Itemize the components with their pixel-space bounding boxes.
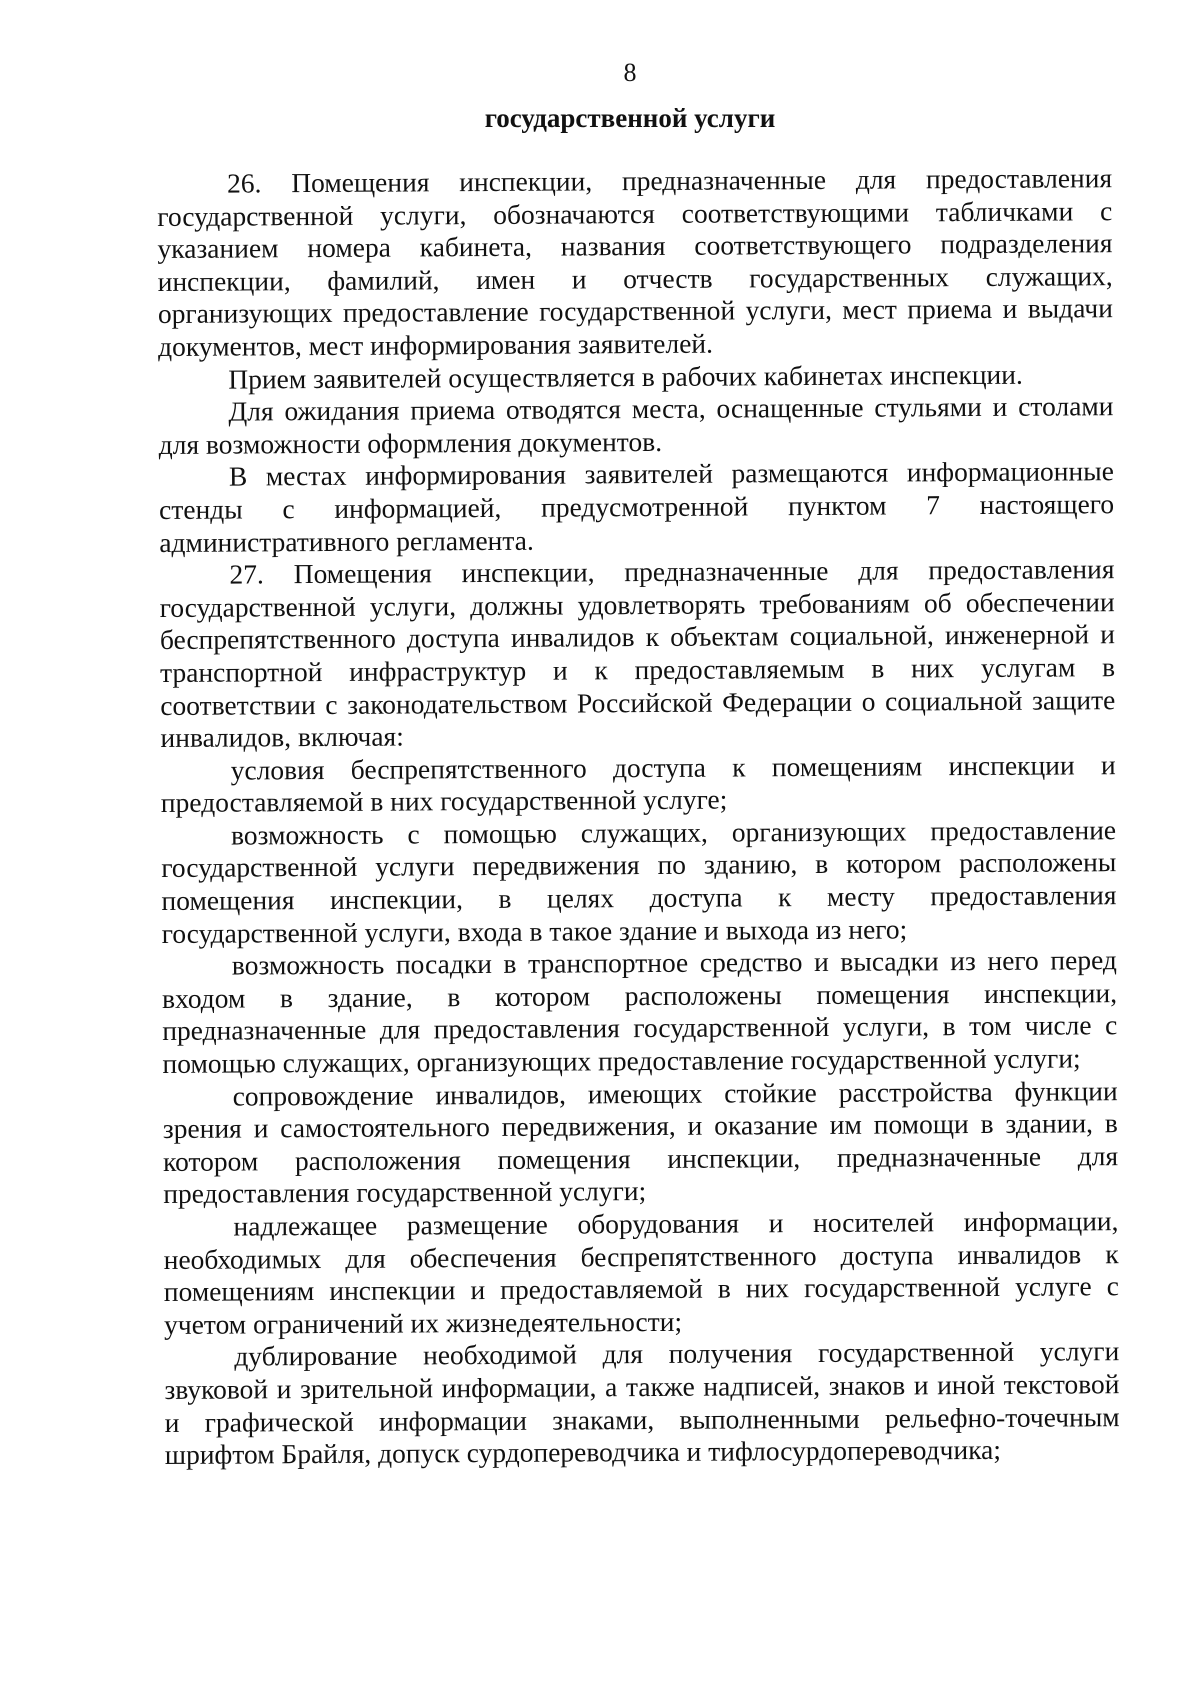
list-item-movement-assistance: возможность с помощью служащих, организующих предоставление государственной услуги передвижения по зданию, в котором расположены помещения инспекции, в целях доступа к месту предоставления государственной услуги, входа в такое здание и выхода из него;	[161, 814, 1117, 949]
paragraph-info-stands: В местах информирования заявителей размещаются информационные стенды с информацией, предусмотренной пунктом 7 настоящего административного регламента.	[158, 455, 1115, 558]
list-item-vehicle-boarding: возможность посадки в транспортное средство и высадки из него перед входом в здание, в котором расположены помещения инспекции, предназначенные для предоставления государственной услуги, в том числе с помощью служащих, организующих предоставление государственной услуги;	[161, 944, 1118, 1080]
list-item-escort: сопровождение инвалидов, имеющих стойкие расстройства функции зрения и самостоятельного передвижения, и оказание им помощи в здании, в котором расположения помещения инспекции, предназначенные для предоставления государственной услуги;	[162, 1074, 1119, 1210]
page-number: 8	[623, 58, 637, 87]
paragraph-reception: Прием заявителей осуществляется в рабочих кабинетах инспекции.	[228, 358, 1023, 395]
list-item-access-conditions: условия беспрепятственного доступа к помещениям инспекции и предоставляемой в них государственной услуге;	[160, 748, 1116, 819]
list-item-braille-duplication: дублирование необходимой для получения государственной услуги звуковой и зрительной информации, а также надписей, знаков и иной текстовой и графической информации знаками, выполненными рельефно-точечным шрифтом Брайля, допуск сурдопереводчика и тифлосурдопереводчика;	[164, 1335, 1120, 1471]
section-heading: государственной услуги	[484, 103, 776, 133]
list-item-equipment-placement: надлежащее размещение оборудования и носителей информации, необходимых для обеспечения беспрепятственного доступа инвалидов к помещениям инспекции и предоставляемой в них государственной услуге с учетом ограничений их жизнедеятельности;	[163, 1205, 1119, 1340]
document-body	[157, 162, 1120, 1472]
paragraph-waiting: Для ожидания приема отводятся места, оснащенные стульями и столами для возможности оформления документов.	[158, 390, 1114, 460]
paragraph-27: 27. Помещения инспекции, предназначенные для предоставления государственной услуги, должны удовлетворять требованиям об обеспечении беспрепятственного доступа инвалидов к объектам социальной, инженерной и транспортной инфраструктур и к предоставляемым в них услугам в соответствии с законодательством Российской Федерации о социальной защите инвалидов, включая:	[159, 553, 1116, 754]
paragraph-26: 26. Помещения инспекции, предназначенные для предоставления государственной услуги, обозначаются соответствующими табличками с указанием номера кабинета, названия соответствующего подразделения инспекции, фамилий, имен и отчеств государственных служащих, организующих предоставление государственной услуги, мест приема и выдачи документов, мест информирования заявителей.	[157, 162, 1113, 362]
